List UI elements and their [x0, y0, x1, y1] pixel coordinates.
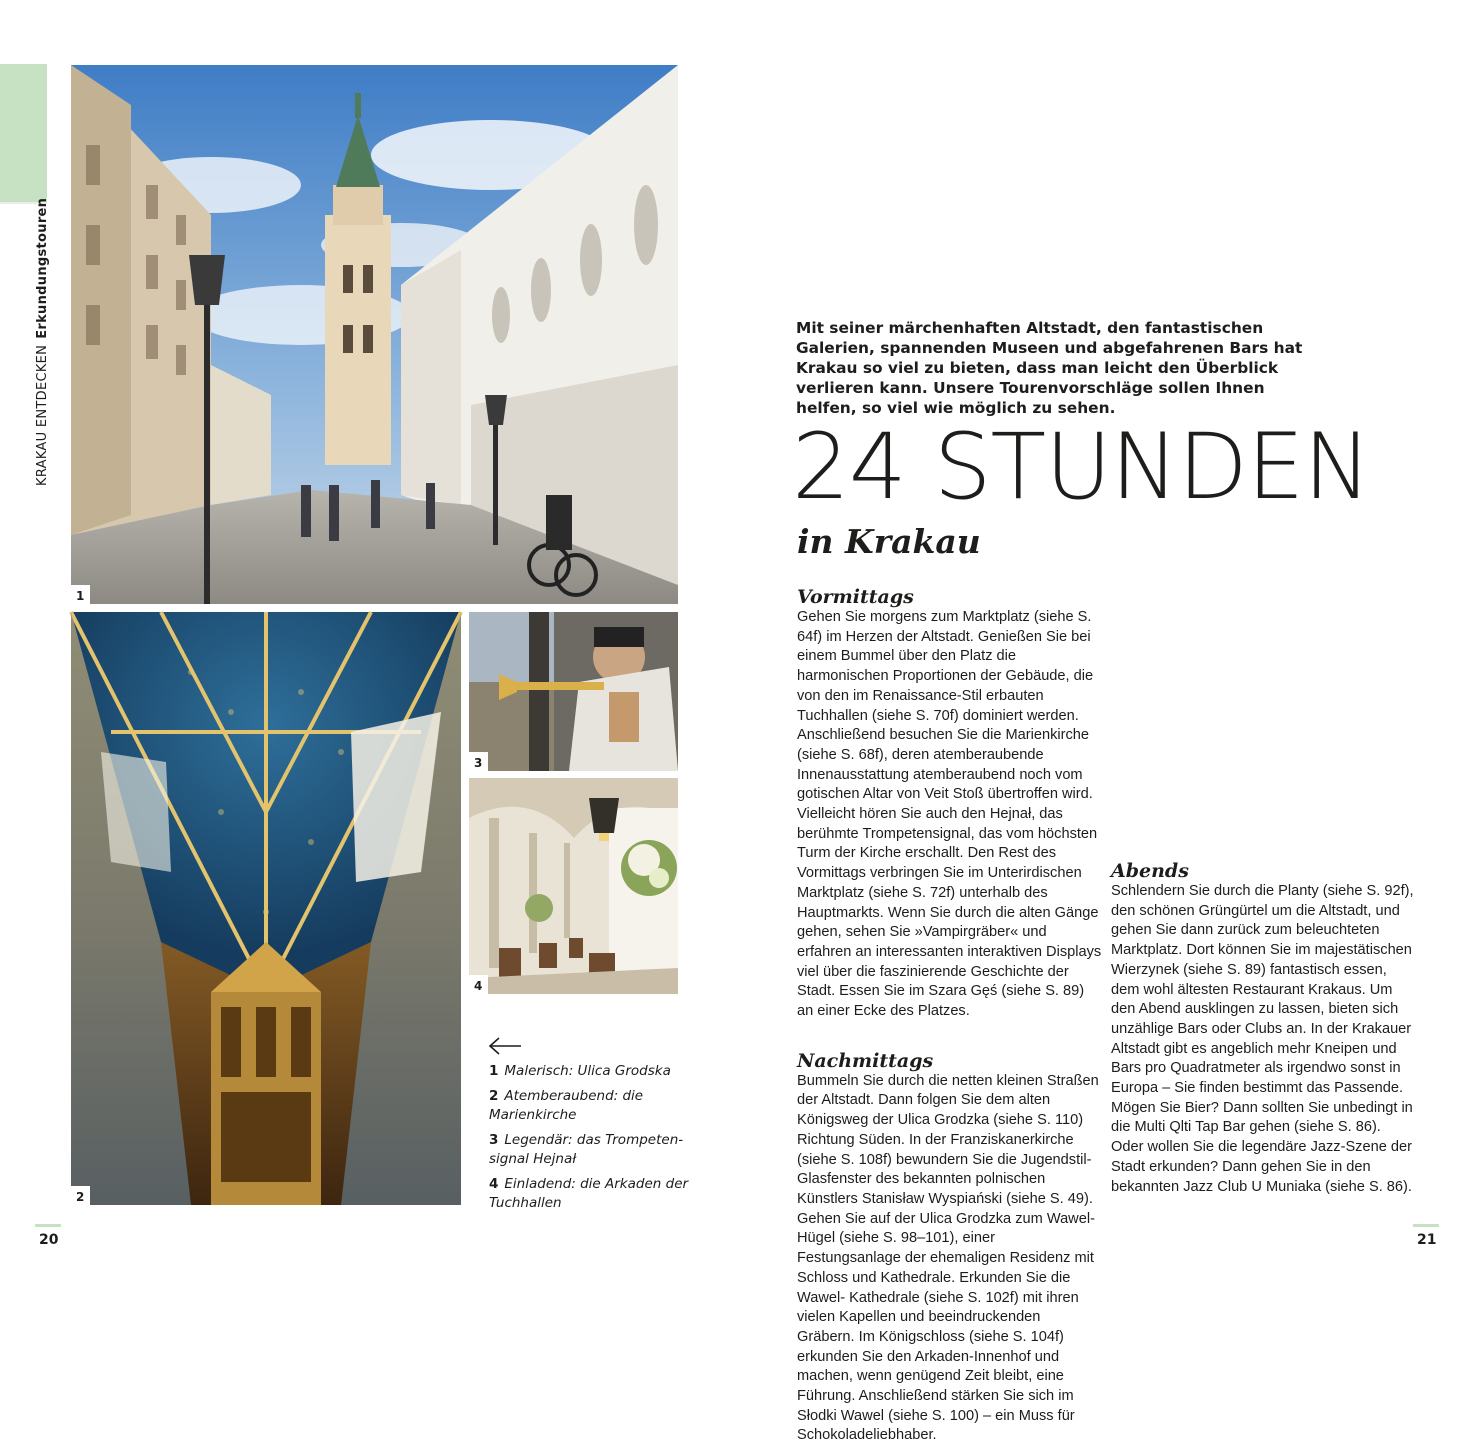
running-head [35, 198, 51, 486]
photo-arcades [469, 778, 678, 994]
page-number-right: 21 [1417, 1232, 1437, 1248]
section-title-abends: Abends [1111, 860, 1189, 882]
caption-item [489, 1131, 689, 1170]
section-title-nachmittags: Nachmittags [797, 1049, 934, 1072]
caption-item [489, 1087, 689, 1126]
photo-number-4: 4 [469, 975, 488, 994]
section-text-abends: Schlendern Sie durch die Planty (siehe S. 92f), den schönen Grüngürtel um die Altstadt, und gehen Sie dann zurück zum beleuchteten Marktplatz. Dort können Sie im majestätischen Wierzynek (siehe S. 89) fantastisch essen, dem wohl ältesten Restaurant Krakaus. Um den Abend ausklingen zu lassen, bieten sich unzählige Bars oder Clubs an. In der Krakauer Altstadt gibt es angeblich mehr Kneipen und Bars pro Quadratmeter als irgendwo sonst in Europa – Sie finden bestimmt das Passende. Mögen Sie Bier? Dann sollten Sie unbedingt in die Multi Qlti Tap Bar gehen (siehe S. 86). Oder wollen Sie die legendäre Jazz-Szene der Stadt erkunden? Dann gehen Sie in den bekannten Jazz Club U Muniaka (siehe S. 86). [1111, 883, 1414, 1195]
caption-number: 4 [489, 1175, 499, 1192]
photo-number-1: 1 [71, 585, 90, 604]
running-head-chapter: Erkundungstouren [35, 197, 50, 339]
photo-number-2: 2 [71, 1186, 90, 1205]
caption-item [489, 1062, 689, 1082]
running-head-book: KRAKAU ENTDECKEN [35, 344, 50, 486]
caption-text: Legendär: das Trompeten-signal Hejnał [489, 1131, 684, 1167]
section-text-vormittags: Gehen Sie morgens zum Marktplatz (siehe S. 64f) im Herzen der Altstadt. Genießen Sie bei einem Bummel über den Platz die harmonischen Proportionen der Gebäude, die von den im Renaissance-Stil erbauten Tuchhallen (siehe S. 70f) dominiert werden. Anschließend besuchen Sie die Marienkirche (siehe S. 68f), deren atemberaubende Innenausstattung atemberaubend noch vom gotischen Altar von Veit Stoß übertroffen wird. Vielleicht hören Sie auch den Hejnał, das berühmte Trompetensignal, das vom höchsten Turm der Kirche erschallt. Den Rest des Vormittags verbringen Sie im Unterirdischen Marktplatz (siehe S. 72f) unterhalb des Hauptmarkts. Wenn Sie durch die alten Gänge gehen, sehen Sie »Vampirgräber« und erfahren an interessanten interaktiven Displays viel über die faszinierende Geschichte der Stadt. Essen Sie im Szara Gęś (siehe S. 89) an einer Ecke des Platzes. [797, 609, 1102, 1020]
section-title-vormittags: Vormittags [797, 586, 914, 608]
page-title: 24 STUNDEN [792, 415, 1371, 520]
intro-text: Mit seiner märchenhaften Altstadt, den fantastischen Galerien, spannenden Museen und abgefahrenen Bars hat Krakau so viel zu bieten, dass man leicht den Überblick verlieren kann. Unsere Tourenvorschläge sollen Ihnen helfen, so viel wie möglich zu sehen. [796, 319, 1303, 417]
folio-rule-left [35, 1224, 61, 1227]
photo-trumpeter [469, 612, 678, 771]
page-number-left: 20 [39, 1232, 59, 1248]
photo-street [71, 65, 678, 604]
arrow-left-icon [488, 1035, 522, 1057]
section-text-nachmittags: Bummeln Sie durch die netten kleinen Straßen der Altstadt. Dann folgen Sie dem alten Königsweg der Ulica Grodzka (siehe S. 110) Richtung Süden. In der Franziskanerkirche (siehe S. 108f) bewundern Sie die Jugendstil-Glasfenster des bekannten polnischen Künstlers Stanisław Wyspiański (siehe S. 49). Gehen Sie auf der Ulica Grodzka zum Wawel-Hügel (siehe S. 98–101), einer Festungsanlage der ehemaligen Residenz mit Schloss und Kathedrale. Erkunden Sie die Wawel- Kathedrale (siehe S. 102f) mit ihren vielen Kapellen und beeindruckenden Gräbern. Im Königschloss (siehe S. 104f) erkunden Sie den Arkaden-Innenhof und machen, wenn genügend Zeit bleibt, eine Führung. Anschließend stärken Sie sich im Słodki Wawel (siehe S. 100) – ein Muss für Schokoladeliebhaber. [797, 1072, 1099, 1444]
photo-marienkirche [71, 612, 461, 1205]
caption-number: 1 [489, 1063, 499, 1079]
caption-item [489, 1175, 689, 1214]
caption-number: 3 [489, 1131, 499, 1148]
photo-number-3: 3 [469, 752, 488, 771]
folio-rule-right [1413, 1224, 1439, 1227]
caption-text: Einladend: die Arkaden der Tuchhallen [489, 1175, 689, 1211]
section-tab [0, 64, 47, 202]
photo-captions [489, 1062, 689, 1219]
text-column-left [797, 586, 1102, 1446]
caption-number: 2 [489, 1087, 499, 1104]
caption-text: Malerisch: Ulica Grodska [504, 1063, 671, 1079]
page-subtitle: in Krakau [797, 522, 981, 561]
text-column-right [1111, 860, 1416, 1197]
caption-text: Atemberaubend: die Marienkirche [489, 1087, 644, 1123]
